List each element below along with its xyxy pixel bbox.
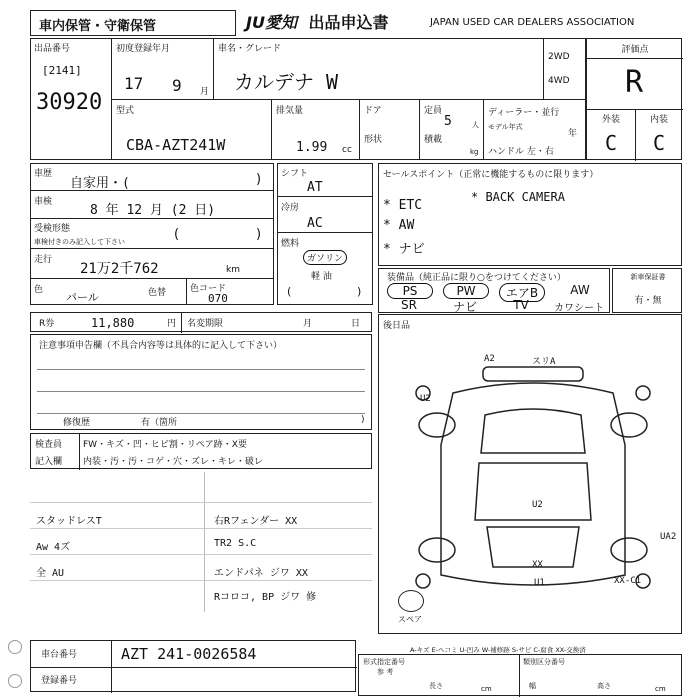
inspector-label: 検査員 [35,440,63,450]
color-row [30,279,274,305]
dealer-year-unit: 年 [568,129,578,139]
repair-close: ) [361,415,365,425]
acceptance-row [30,219,274,249]
car-name-cell [214,38,544,100]
mileage-value: 21万2千762 [80,261,159,277]
color-label: 色 [34,285,44,295]
name-change-day: 日 [351,319,361,329]
new-warranty-label: 新車保証書 [630,273,666,281]
note-studless: スタッドレスT [36,516,102,527]
diagram-xx-rear: XX [532,560,543,570]
history-row [30,163,274,191]
diagram-ua2: UA2 [660,532,677,542]
mileage-label: 走行 [34,255,53,265]
color-code-value: 070 [208,292,228,305]
registration-month-unit: 月 [200,87,210,97]
registration-month: 9 [172,76,182,95]
equipment-block [378,268,610,313]
grade-label: 評価点 [587,42,683,59]
recycle-block [30,312,372,332]
inspector-block [30,433,372,469]
model-value: CBA-AZT241W [126,136,226,154]
acceptance-note: 車検付きのみ記入して下さい [34,238,125,246]
displacement-label: 排気量 [276,106,304,116]
car-name-label: 車名・グレード [218,44,282,54]
equip-tv: TV [513,298,529,312]
note-bp: Rコロコ, BP ジワ 修 [214,592,317,603]
chassis-label: 車台番号 [41,650,78,660]
logo [246,10,388,36]
equip-navi: ナビ [452,300,477,314]
interior-label: 内装 [649,115,668,125]
shift-value: AT [307,180,323,195]
cooling-value: AC [307,216,323,231]
cooling-label: 冷房 [281,203,300,213]
history-value: 自家用・( [70,176,130,191]
equipment-label: 装備品（純正品に限り○をつけてください） [387,273,566,283]
lot-cell [30,38,112,160]
drive-cell [544,38,586,100]
repair-label: 修復歴 [63,418,91,428]
mileage-row [30,249,274,279]
load-unit: kg [470,148,479,156]
chassis-value: AZT 241-0026584 [121,645,257,663]
note-aw: Aw 4ズ [36,542,71,553]
registration-cell [112,38,214,100]
capacity-label: 定員 [424,106,443,116]
note-end-panel: エンドパネ ジワ XX [214,568,308,579]
inspection-label: 車検 [34,197,53,207]
acceptance-open: ( [174,227,180,242]
rear-seat-label: 後日品 [383,321,411,331]
acceptance-label: 受検形態 [34,224,71,234]
equip-leather-seat: カワシート [554,303,604,314]
displacement-unit: cc [342,145,352,155]
damage-legend: A-キズ E-ヘコミ U-凹み W-補修跡 S-サビ C-腐食 XX-交換済 [410,646,586,654]
name-change-label: 名変期限 [187,319,224,329]
recycle-unit: 円 [167,319,177,329]
drive-2wd: 2WD [548,52,570,62]
lot-number: 30920 [36,90,103,115]
note-fender: 右Rフェンダー XX [214,516,298,527]
cooling-row [277,197,373,233]
equip-airbag: エアB [499,283,545,302]
category-label: 類別区分番号 [523,658,565,666]
reg-number-label: 登録番号 [41,676,78,686]
fuel-open: ( [287,285,292,298]
color-code-label: 色コード [190,284,227,294]
height-label: 高さ [597,682,611,690]
equip-aw: AW [570,283,590,297]
name-change-month: 月 [303,319,313,329]
height-unit: cm [655,685,666,693]
recycle-label: R券 [39,319,55,329]
equip-sr: SR [401,298,417,312]
shift-label: シフト [281,169,309,179]
fuel-diesel: 軽 油 [311,272,332,282]
inspection-row [30,191,274,219]
fuel-row [277,233,373,305]
inspector-row2: 内装・汚・汚・コゲ・穴・ズレ・キレ・破レ [83,457,263,467]
capacity-unit: 人 [472,121,479,129]
width-label: 幅 [529,682,536,690]
note-tr: TR2 S.C [214,538,257,549]
inspector-entry-label: 記入欄 [35,457,63,467]
selling-points-block [378,163,682,266]
doors-label: ドア [364,106,382,116]
dealer-cell [484,100,586,160]
equip-ps: PS [387,283,433,299]
reference-label: 参 考 [377,668,394,676]
color-change-label: 色替 [148,288,167,298]
equip-pw: PW [443,283,489,299]
exterior-label: 外装 [601,115,620,125]
lot-label: 出品番号 [34,44,71,54]
registration-label: 初度登録年月 [116,44,171,54]
selling-point-3: * AW [383,218,415,233]
displacement-value: 1.99 [296,140,328,155]
chassis-type-label: 形式指定番号 [363,658,405,666]
storage-header [30,10,236,36]
load-label: 積載 [424,135,443,145]
diagram-u2-tl: U2 [420,394,431,404]
shift-row [277,163,373,197]
shape-label: 形状 [364,135,383,145]
storage-title: 車内保管・守衛保管 [39,19,157,34]
fuel-close: ) [357,285,362,298]
grade-block [586,38,682,160]
drive-4wd: 4WD [548,76,570,86]
punch-hole-bottom [8,674,22,688]
notes-label: 注意事項申告欄（不具合内容等は具体的に記入して下さい） [39,341,283,351]
model-label: 型式 [116,106,135,116]
exterior-value: C [604,131,618,155]
new-warranty-value: 有・無 [634,296,662,306]
chassis-block [30,640,356,692]
diagram-spare-label: スペア [398,615,422,624]
capacity-cell [420,100,484,160]
selling-points-label: セールスポイント（正常に機能するものに限ります） [383,170,599,180]
dealer-model-year: モデル年式 [488,123,523,131]
fuel-label: 燃料 [281,239,300,249]
repair-value: 有（箇所 [141,418,178,428]
fuel-gasoline: ガソリン [303,250,347,265]
color-value: パール [66,291,99,304]
diagram-u2-center: U2 [532,500,543,510]
inspection-value: 8 年 12 月 (2 日) [90,203,216,218]
capacity-value: 5 [444,114,452,129]
dealer-import: ディーラー・並行 [488,108,560,118]
lot-sub: [2141] [42,64,82,77]
spec-ref-block [358,654,682,696]
new-warranty-block [612,268,682,313]
inspector-row1: FW・キズ・凹・ヒビ割・リペア跡・X要 [83,440,247,450]
grade-value: R [625,65,644,100]
history-close: ) [256,172,262,187]
form-title: 出品申込書 [308,13,389,32]
acceptance-close: ) [256,227,262,242]
spare-tire-icon [398,590,424,612]
diagram-u1: U1 [534,578,545,588]
mileage-unit: km [226,265,240,275]
selling-point-1: * ETC [383,198,423,213]
diagram-a2: A2 [484,354,495,364]
association-name: JAPAN USED CAR DEALERS ASSOCIATION [430,17,635,28]
doors-cell [360,100,420,160]
length-unit: cm [481,685,492,693]
notes-block [30,334,372,430]
length-label: 長さ [429,682,443,690]
recycle-value: 11,880 [91,316,135,330]
diagram-suya: スリA [532,357,556,367]
displacement-cell [272,100,360,160]
punch-hole-top [8,640,22,654]
selling-point-2: * BACK CAMERA [471,190,565,204]
ju-logo: JU愛知 [246,13,297,32]
note-all-au: 全 AU [36,568,65,579]
registration-year: 17 [124,74,144,93]
diagram-xx-c1: XX-C1 [614,576,642,586]
selling-point-4: * ナビ [383,242,425,257]
model-cell [112,100,272,160]
interior-value: C [652,131,666,155]
notes-columns [30,472,372,612]
car-name-value: カルデナ W [234,70,339,94]
dealer-handle: ハンドル 左・右 [488,147,554,157]
history-label: 車歴 [34,169,53,179]
